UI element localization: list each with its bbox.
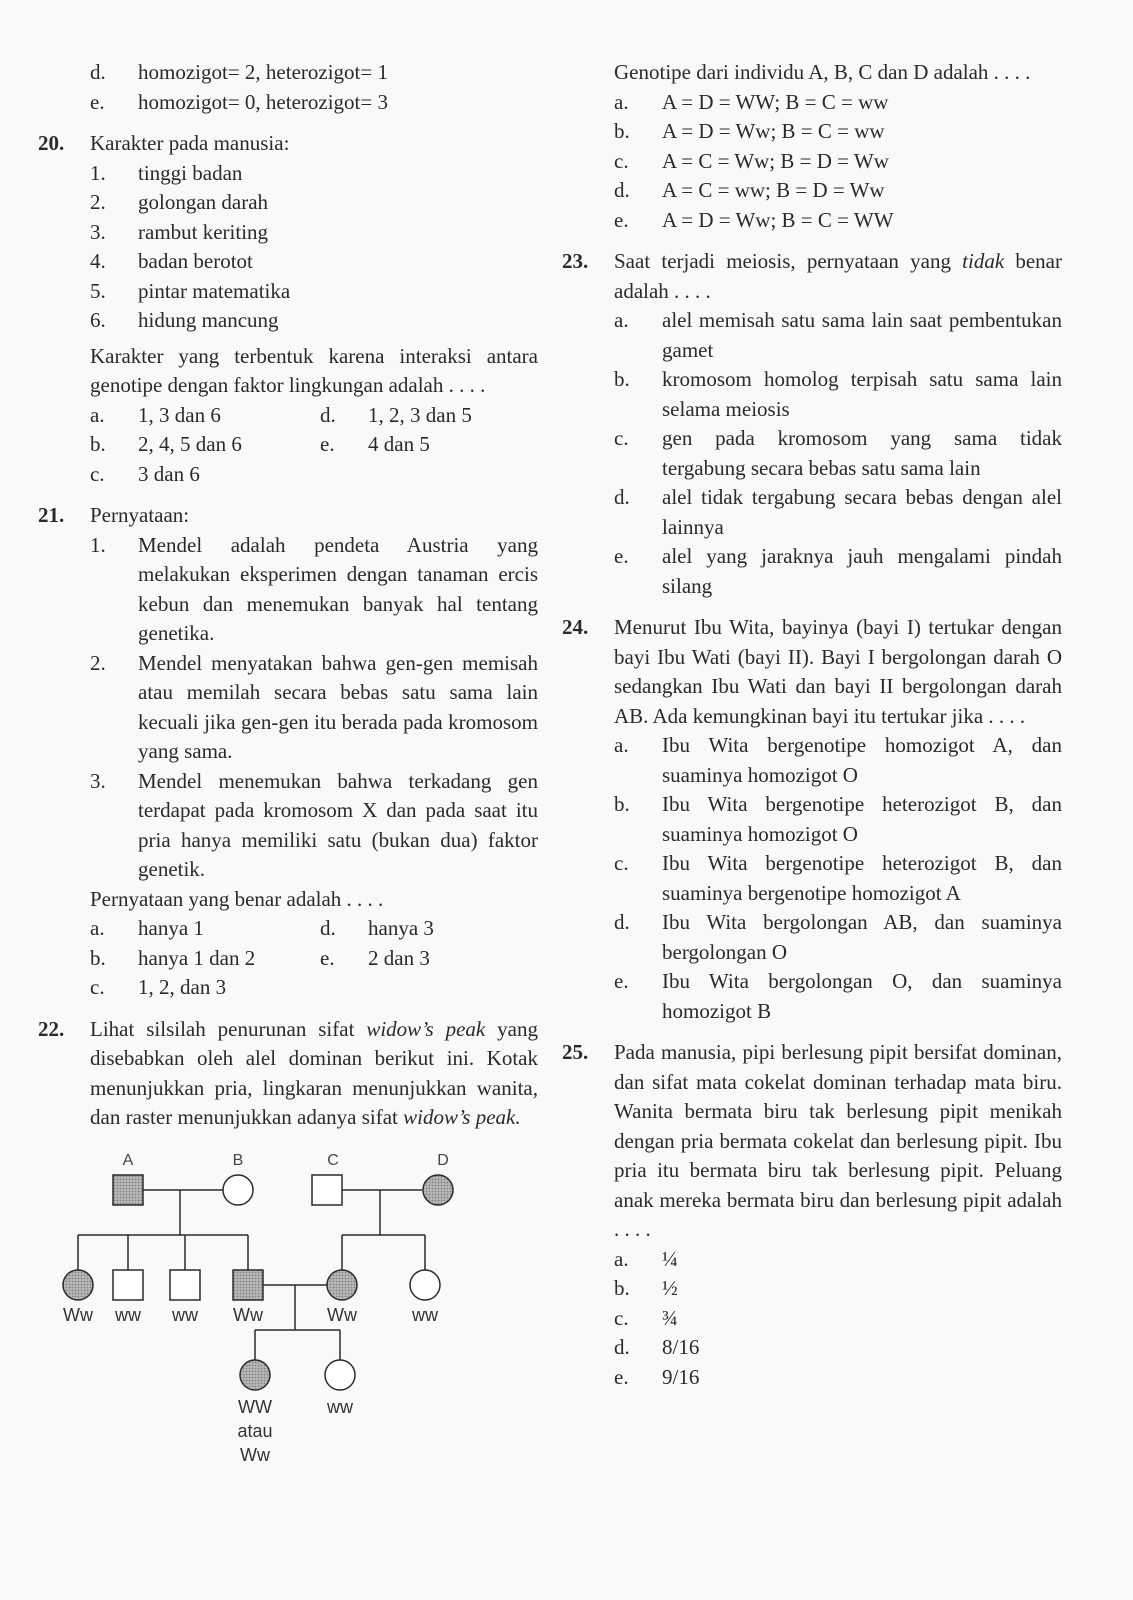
question-text: Karakter yang terbentuk karena interaksi antara genotipe dengan faktor lingkungan adalah . . . . [90, 343, 538, 397]
statement-item: 3. Mendel menemukan bahwa terkadang gen terdapat pada kromosom X dan pada saat itu pria hanya memiliki satu (bukan dua) faktor genetik. [90, 768, 538, 881]
individual-a [113, 1175, 143, 1205]
question-text: Menurut Ibu Wita, bayinya (bayi I) tertukar dengan bayi Ibu Wati (bayi II). Bayi I bergolongan darah O sedangkan Ibu Wati dan bayi II bergolongan darah AB. Ada kemungkinan bayi itu tertukar jika . . . . [614, 615, 1062, 728]
option-20b[interactable]: b. 2, 4, 5 dan 6 [90, 432, 242, 456]
question-22-continued [562, 58, 1062, 235]
genotype-label: ww [172, 1304, 198, 1325]
child-1 [63, 1270, 93, 1300]
option-21d[interactable]: d. hanya 3 [320, 916, 434, 940]
list-item: 1. tinggi badan [90, 160, 243, 185]
grandchild-2 [325, 1360, 355, 1390]
genotype-label: Ww [240, 1444, 270, 1465]
question-text: Pada manusia, pipi berlesung pipit bersifat dominan, dan sifat mata cokelat dominan terhadap mata biru. Wanita bermata biru tak berlesung pipit menikah dengan pria bermata cokelat dan berlesung pipit. Ibu pria itu bermata biru tak berlesung pipit. Peluang anak mereka bermata biru dan berlesung pipit adalah . . . . [614, 1040, 1062, 1241]
question-text: Genotipe dari individu A, B, C dan D adalah . . . . [614, 60, 1031, 84]
option-22e[interactable]: e. A = D = Ww; B = C = WW [614, 207, 894, 232]
option-23e[interactable]: e. alel yang jaraknya jauh mengalami pindah silang [614, 544, 1062, 598]
genotype-label: Ww [233, 1304, 263, 1325]
option-22b[interactable]: b. A = D = Ww; B = C = ww [614, 119, 885, 143]
option-21c[interactable]: c. 1, 2, dan 3 [90, 975, 227, 999]
option-21b[interactable]: b. hanya 1 dan 2 [90, 945, 256, 970]
genotype-label: atau [237, 1420, 273, 1441]
option-24e[interactable]: e. Ibu Wita bergolongan O, dan suaminya homozigot B [614, 969, 1062, 1023]
question-number: 23. [562, 249, 589, 273]
answer-options [90, 401, 538, 490]
option-20e[interactable]: e. 4 dan 5 [320, 432, 430, 456]
option-22a[interactable]: a. A = D = WW; B = C = ww [614, 89, 889, 114]
label-a: A [122, 1151, 134, 1169]
question-23 [562, 247, 1062, 601]
option-24c[interactable]: c. Ibu Wita bergenotipe heterozigot B, dan suaminya bergenotipe homozigot A [614, 851, 1062, 905]
option-20d[interactable]: d. 1, 2, 3 dan 5 [320, 402, 472, 427]
question-number: 24. [562, 615, 589, 639]
option-19d[interactable]: d. homozigot= 2, heterozigot= 1 [90, 60, 388, 84]
right-column [562, 58, 1062, 1392]
genotype-label: Ww [327, 1304, 357, 1325]
genotype-label: ww [115, 1304, 141, 1325]
left-column [38, 58, 538, 1475]
option-25e[interactable]: e. 9/16 [614, 1364, 700, 1389]
genotype-label: ww [327, 1396, 353, 1417]
question-22 [38, 1015, 538, 1475]
child-6 [410, 1270, 440, 1300]
option-19e[interactable]: e. homozigot= 0, heterozigot= 3 [90, 89, 388, 114]
pedigree-chart [50, 1145, 490, 1475]
answer-options [90, 914, 538, 1003]
child-5 [327, 1270, 357, 1300]
option-20c[interactable]: c. 3 dan 6 [90, 461, 200, 486]
question-21 [38, 501, 538, 1003]
list-item: 2. golongan darah [90, 190, 269, 214]
list-item: 4. badan berotot [90, 249, 253, 273]
child-4 [233, 1270, 263, 1300]
grandchild-1 [240, 1360, 270, 1390]
question-text: Lihat silsilah penurunan sifat widow’s peak yang disebabkan oleh alel dominan berikut ini. Kotak menunjukkan pria, lingkaran menunjukkan wanita, dan raster menunjukkan adanya sifat widow’s peak. [90, 1016, 538, 1129]
genotype-label: WW [238, 1396, 272, 1417]
option-24a[interactable]: a. Ibu Wita bergenotipe homozigot A, dan suaminya homozigot O [614, 733, 1062, 787]
option-22c[interactable]: c. A = C = Ww; B = D = Ww [614, 148, 889, 173]
question-intro: Pernyataan: [90, 503, 190, 527]
genotype-label: ww [412, 1304, 438, 1325]
statement-item: 1. Mendel adalah pendeta Austria yang melakukan eksperimen dengan tanaman ercis kebun dan menemukan banyak hal tentang genetika. [90, 532, 538, 645]
list-item: 5. pintar matematika [90, 278, 291, 303]
question-number: 21. [38, 503, 65, 527]
question-19-tail [38, 58, 538, 117]
question-24 [562, 613, 1062, 1026]
option-25b[interactable]: b. ½ [614, 1276, 678, 1300]
option-23b[interactable]: b. kromosom homolog terpisah satu sama lain selama meiosis [614, 367, 1062, 421]
option-25c[interactable]: c. ¾ [614, 1305, 678, 1330]
question-number: 25. [562, 1040, 589, 1064]
option-23d[interactable]: d. alel tidak tergabung secara bebas dengan alel lainnya [614, 485, 1062, 539]
individual-c [312, 1175, 342, 1205]
question-number: 22. [38, 1016, 65, 1041]
list-item: 3. rambut keriting [90, 219, 269, 244]
genotype-label: Ww [63, 1304, 93, 1325]
label-c: C [327, 1151, 339, 1169]
option-24b[interactable]: b. Ibu Wita bergenotipe heterozigot B, dan suaminya homozigot O [614, 792, 1062, 846]
option-23a[interactable]: a. alel memisah satu sama lain saat pembentukan gamet [614, 308, 1062, 362]
question-intro: Karakter pada manusia: [90, 131, 290, 155]
label-d: D [437, 1151, 449, 1169]
option-24d[interactable]: d. Ibu Wita bergolongan AB, dan suaminya bergolongan O [614, 910, 1062, 964]
label-b: B [232, 1151, 244, 1169]
child-3 [170, 1270, 200, 1300]
question-20 [38, 129, 538, 489]
option-21a[interactable]: a. hanya 1 [90, 916, 204, 940]
individual-b [223, 1175, 253, 1205]
option-25a[interactable]: a. ¼ [614, 1246, 678, 1271]
option-20a[interactable]: a. 1, 3 dan 6 [90, 402, 221, 427]
question-text: Saat terjadi meiosis, pernyataan yang tidak benar adalah . . . . [614, 249, 1062, 303]
question-text: Pernyataan yang benar adalah . . . . [90, 886, 384, 911]
option-21e[interactable]: e. 2 dan 3 [320, 945, 430, 970]
option-22d[interactable]: d. A = C = ww; B = D = Ww [614, 178, 885, 202]
list-item: 6. hidung mancung [90, 308, 279, 332]
option-25d[interactable]: d. 8/16 [614, 1335, 700, 1359]
individual-d [423, 1175, 453, 1205]
statement-item: 2. Mendel menyatakan bahwa gen-gen memisah atau memilah secara bebas satu sama lain kecuali jika gen-gen itu berada pada kromosom yang sama. [90, 650, 538, 763]
option-23c[interactable]: c. gen pada kromosom yang sama tidak tergabung secara bebas satu sama lain [614, 426, 1062, 480]
question-number: 20. [38, 131, 65, 155]
question-25 [562, 1038, 1062, 1392]
child-2 [113, 1270, 143, 1300]
